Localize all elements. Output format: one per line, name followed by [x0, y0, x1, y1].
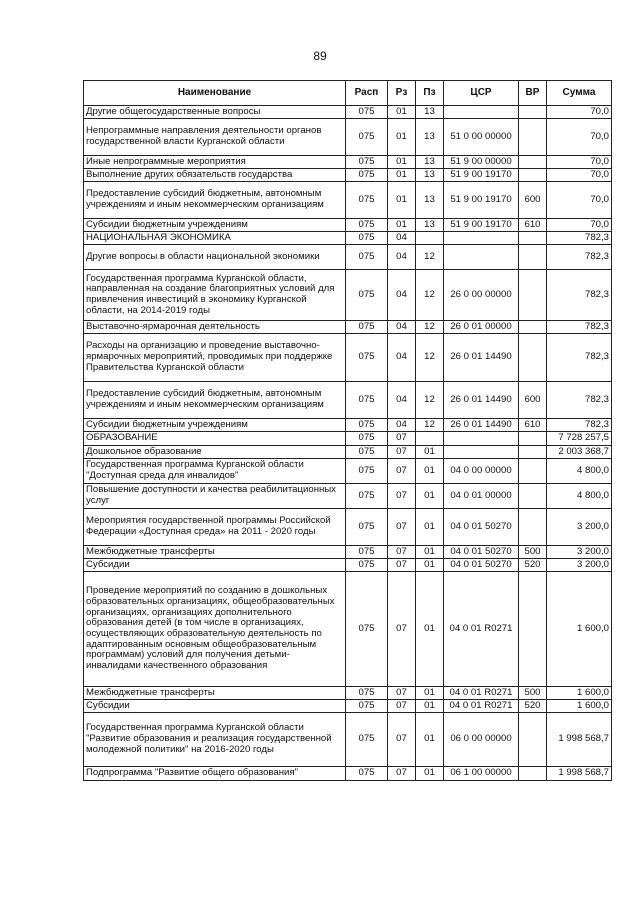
row-rasp: 075	[346, 119, 388, 156]
row-csr: 51 9 00 19170	[444, 219, 519, 232]
row-name: Проведение мероприятий по созданию в дошкольных образовательных организациях, общеобразовательных организациях, организациях дополнительного образования детей (в том числе в организациях, осуществляющих образовательную деятельность по адаптированным основным общеобразовательным программам) условий для получения детьми-инвалидами качественного образования	[84, 572, 346, 687]
row-vr	[519, 572, 547, 687]
table-row	[84, 432, 612, 446]
row-name: Дошкольное образование	[84, 446, 346, 459]
row-rz: 04	[388, 270, 416, 321]
row-vr	[519, 484, 547, 509]
row-pz: 01	[416, 713, 444, 767]
row-csr: 04 0 01 50270	[444, 546, 519, 559]
row-name: Непрограммные направления деятельности органов государственной власти Курганской области	[84, 119, 346, 156]
row-name: Межбюджетные трансферты	[84, 687, 346, 700]
row-csr: 04 0 00 00000	[444, 459, 519, 484]
row-rasp: 075	[346, 767, 388, 781]
row-rz: 07	[388, 687, 416, 700]
table-row	[84, 182, 612, 219]
row-rz: 07	[388, 559, 416, 572]
row-vr	[519, 334, 547, 382]
row-rasp: 075	[346, 559, 388, 572]
table-row	[84, 419, 612, 432]
row-name: Иные непрограммные мероприятия	[84, 156, 346, 169]
table-row	[84, 546, 612, 559]
row-name: Государственная программа Курганской области "Доступная среда для инвалидов"	[84, 459, 346, 484]
row-sum: 4 800,0	[547, 459, 612, 484]
row-csr: 51 0 00 00000	[444, 119, 519, 156]
row-pz: 12	[416, 419, 444, 432]
row-pz: 13	[416, 156, 444, 169]
row-csr	[444, 432, 519, 446]
row-rz: 04	[388, 382, 416, 419]
row-csr: 26 0 01 14490	[444, 382, 519, 419]
row-pz: 13	[416, 119, 444, 156]
table-row	[84, 232, 612, 245]
row-name: НАЦИОНАЛЬНАЯ ЭКОНОМИКА	[84, 232, 346, 245]
row-rz: 07	[388, 509, 416, 546]
row-name: Государственная программа Курганской области "Развитие образования и реализация государственной молодежной политики" на 2016-2020 годы	[84, 713, 346, 767]
row-sum: 782,3	[547, 270, 612, 321]
row-csr	[444, 245, 519, 270]
row-name: Субсидии	[84, 559, 346, 572]
row-rz: 07	[388, 484, 416, 509]
row-csr	[444, 446, 519, 459]
row-vr	[519, 321, 547, 334]
row-name: Выставочно-ярмарочная деятельность	[84, 321, 346, 334]
row-sum: 3 200,0	[547, 509, 612, 546]
row-sum: 70,0	[547, 169, 612, 182]
row-rasp: 075	[346, 245, 388, 270]
row-rz: 07	[388, 713, 416, 767]
row-vr	[519, 232, 547, 245]
row-pz: 12	[416, 382, 444, 419]
header-rz: Рз	[388, 81, 416, 106]
table-row	[84, 767, 612, 781]
row-sum: 2 003 368,7	[547, 446, 612, 459]
row-sum: 70,0	[547, 219, 612, 232]
row-name: Субсидии бюджетным учреждениям	[84, 219, 346, 232]
table-row	[84, 446, 612, 459]
row-pz: 13	[416, 169, 444, 182]
header-name: Наименование	[84, 81, 346, 106]
row-rasp: 075	[346, 270, 388, 321]
row-sum: 1 600,0	[547, 700, 612, 713]
row-pz: 01	[416, 687, 444, 700]
row-vr	[519, 156, 547, 169]
row-sum: 70,0	[547, 182, 612, 219]
row-sum: 1 998 568,7	[547, 767, 612, 781]
row-pz: 12	[416, 245, 444, 270]
row-sum: 4 800,0	[547, 484, 612, 509]
row-pz: 01	[416, 459, 444, 484]
table-row	[84, 713, 612, 767]
row-rasp: 075	[346, 700, 388, 713]
row-rz: 07	[388, 546, 416, 559]
row-sum: 70,0	[547, 119, 612, 156]
page-number: 89	[313, 49, 327, 63]
row-csr: 04 0 01 50270	[444, 559, 519, 572]
row-vr	[519, 106, 547, 119]
row-pz: 13	[416, 219, 444, 232]
row-name: Повышение доступности и качества реабилитационных услуг	[84, 484, 346, 509]
row-rz: 07	[388, 572, 416, 687]
row-pz	[416, 232, 444, 245]
header-rasp: Расп	[346, 81, 388, 106]
table-row	[84, 270, 612, 321]
row-sum: 782,3	[547, 321, 612, 334]
row-csr: 04 0 01 R0271	[444, 687, 519, 700]
row-rasp: 075	[346, 432, 388, 446]
row-rasp: 075	[346, 509, 388, 546]
row-csr: 04 0 01 R0271	[444, 700, 519, 713]
table-header-row	[84, 81, 612, 106]
row-rasp: 075	[346, 156, 388, 169]
row-csr	[444, 106, 519, 119]
row-csr: 26 0 01 14490	[444, 334, 519, 382]
row-csr: 06 0 00 00000	[444, 713, 519, 767]
row-rz: 04	[388, 232, 416, 245]
row-csr	[444, 232, 519, 245]
table-row	[84, 382, 612, 419]
row-pz: 01	[416, 484, 444, 509]
row-rasp: 075	[346, 382, 388, 419]
table-row	[84, 334, 612, 382]
row-sum: 782,3	[547, 382, 612, 419]
row-rasp: 075	[346, 182, 388, 219]
row-rasp: 075	[346, 419, 388, 432]
row-rasp: 075	[346, 334, 388, 382]
table-row	[84, 321, 612, 334]
row-vr: 500	[519, 546, 547, 559]
row-name: Предоставление субсидий бюджетным, автономным учреждениям и иным некоммерческим организациям	[84, 382, 346, 419]
row-rz: 07	[388, 459, 416, 484]
row-vr: 610	[519, 219, 547, 232]
table-row	[84, 700, 612, 713]
row-csr: 26 0 00 00000	[444, 270, 519, 321]
row-rasp: 075	[346, 219, 388, 232]
row-vr	[519, 245, 547, 270]
row-rasp: 075	[346, 687, 388, 700]
row-pz: 12	[416, 270, 444, 321]
row-vr: 520	[519, 559, 547, 572]
row-sum: 7 728 257,5	[547, 432, 612, 446]
row-name: Субсидии бюджетным учреждениям	[84, 419, 346, 432]
row-pz: 01	[416, 572, 444, 687]
table-row	[84, 559, 612, 572]
row-rasp: 075	[346, 169, 388, 182]
row-rz: 07	[388, 767, 416, 781]
row-rz: 07	[388, 432, 416, 446]
row-vr	[519, 432, 547, 446]
row-name: ОБРАЗОВАНИЕ	[84, 432, 346, 446]
row-csr: 26 0 01 14490	[444, 419, 519, 432]
row-pz: 01	[416, 559, 444, 572]
row-vr	[519, 459, 547, 484]
row-rz: 01	[388, 169, 416, 182]
row-name: Субсидии	[84, 700, 346, 713]
table-row	[84, 459, 612, 484]
row-sum: 1 600,0	[547, 687, 612, 700]
row-vr: 500	[519, 687, 547, 700]
row-rz: 01	[388, 182, 416, 219]
row-sum: 782,3	[547, 232, 612, 245]
table-row	[84, 245, 612, 270]
row-pz: 01	[416, 546, 444, 559]
row-vr	[519, 713, 547, 767]
row-name: Выполнение других обязательств государства	[84, 169, 346, 182]
row-sum: 70,0	[547, 106, 612, 119]
row-pz: 01	[416, 446, 444, 459]
row-csr: 04 0 01 50270	[444, 509, 519, 546]
row-csr: 04 0 01 R0271	[444, 572, 519, 687]
row-vr	[519, 119, 547, 156]
row-sum: 782,3	[547, 419, 612, 432]
row-name: Предоставление субсидий бюджетным, автономным учреждениям и иным некоммерческим организациям	[84, 182, 346, 219]
row-name: Межбюджетные трансферты	[84, 546, 346, 559]
row-sum: 782,3	[547, 334, 612, 382]
row-rz: 07	[388, 700, 416, 713]
row-name: Мероприятия государственной программы Российской Федерации «Доступная среда» на 2011 - 2020 годы	[84, 509, 346, 546]
row-vr: 600	[519, 382, 547, 419]
row-rz: 01	[388, 119, 416, 156]
row-name: Подпрограмма "Развитие общего образования"	[84, 767, 346, 781]
row-sum: 1 600,0	[547, 572, 612, 687]
row-pz: 13	[416, 182, 444, 219]
table-row	[84, 156, 612, 169]
row-pz	[416, 432, 444, 446]
row-name: Другие вопросы в области национальной экономики	[84, 245, 346, 270]
row-rasp: 075	[346, 713, 388, 767]
row-pz: 12	[416, 334, 444, 382]
row-name: Государственная программа Курганской области, направленная на создание благоприятных условий для привлечения инвестиций в экономику Курганской области, на 2014-2019 годы	[84, 270, 346, 321]
table-row	[84, 169, 612, 182]
table-row	[84, 106, 612, 119]
budget-table	[83, 80, 612, 781]
header-csr: ЦСР	[444, 81, 519, 106]
row-pz: 01	[416, 509, 444, 546]
row-pz: 12	[416, 321, 444, 334]
row-rz: 07	[388, 446, 416, 459]
header-vr: ВР	[519, 81, 547, 106]
row-rz: 01	[388, 156, 416, 169]
row-rz: 04	[388, 334, 416, 382]
row-sum: 782,3	[547, 245, 612, 270]
row-pz: 01	[416, 767, 444, 781]
row-vr: 610	[519, 419, 547, 432]
row-csr: 26 0 01 00000	[444, 321, 519, 334]
row-rz: 01	[388, 106, 416, 119]
row-rz: 04	[388, 419, 416, 432]
row-rasp: 075	[346, 546, 388, 559]
row-vr	[519, 169, 547, 182]
row-sum: 3 200,0	[547, 559, 612, 572]
row-rasp: 075	[346, 446, 388, 459]
row-rz: 04	[388, 321, 416, 334]
header-pz: Пз	[416, 81, 444, 106]
row-vr: 600	[519, 182, 547, 219]
row-vr	[519, 270, 547, 321]
row-rasp: 075	[346, 106, 388, 119]
table-row	[84, 572, 612, 687]
row-csr: 51 9 00 00000	[444, 156, 519, 169]
row-vr	[519, 767, 547, 781]
row-pz: 13	[416, 106, 444, 119]
row-csr: 06 1 00 00000	[444, 767, 519, 781]
row-csr: 04 0 01 00000	[444, 484, 519, 509]
row-rasp: 075	[346, 232, 388, 245]
table-row	[84, 687, 612, 700]
row-name: Расходы на организацию и проведение выставочно-ярмарочных мероприятий, проводимых при поддержке Правительства Курганской области	[84, 334, 346, 382]
table-row	[84, 509, 612, 546]
row-sum: 1 998 568,7	[547, 713, 612, 767]
row-vr: 520	[519, 700, 547, 713]
row-sum: 70,0	[547, 156, 612, 169]
table-row	[84, 219, 612, 232]
row-name: Другие общегосударственные вопросы	[84, 106, 346, 119]
row-csr: 51 9 00 19170	[444, 169, 519, 182]
table-row	[84, 484, 612, 509]
row-rasp: 075	[346, 321, 388, 334]
table-row	[84, 119, 612, 156]
row-sum: 3 200,0	[547, 546, 612, 559]
row-rasp: 075	[346, 572, 388, 687]
row-csr: 51 9 00 19170	[444, 182, 519, 219]
row-rz: 04	[388, 245, 416, 270]
row-rasp: 075	[346, 459, 388, 484]
row-rz: 01	[388, 219, 416, 232]
row-pz: 01	[416, 700, 444, 713]
header-sum: Сумма	[547, 81, 612, 106]
row-rasp: 075	[346, 484, 388, 509]
row-vr	[519, 446, 547, 459]
row-vr	[519, 509, 547, 546]
